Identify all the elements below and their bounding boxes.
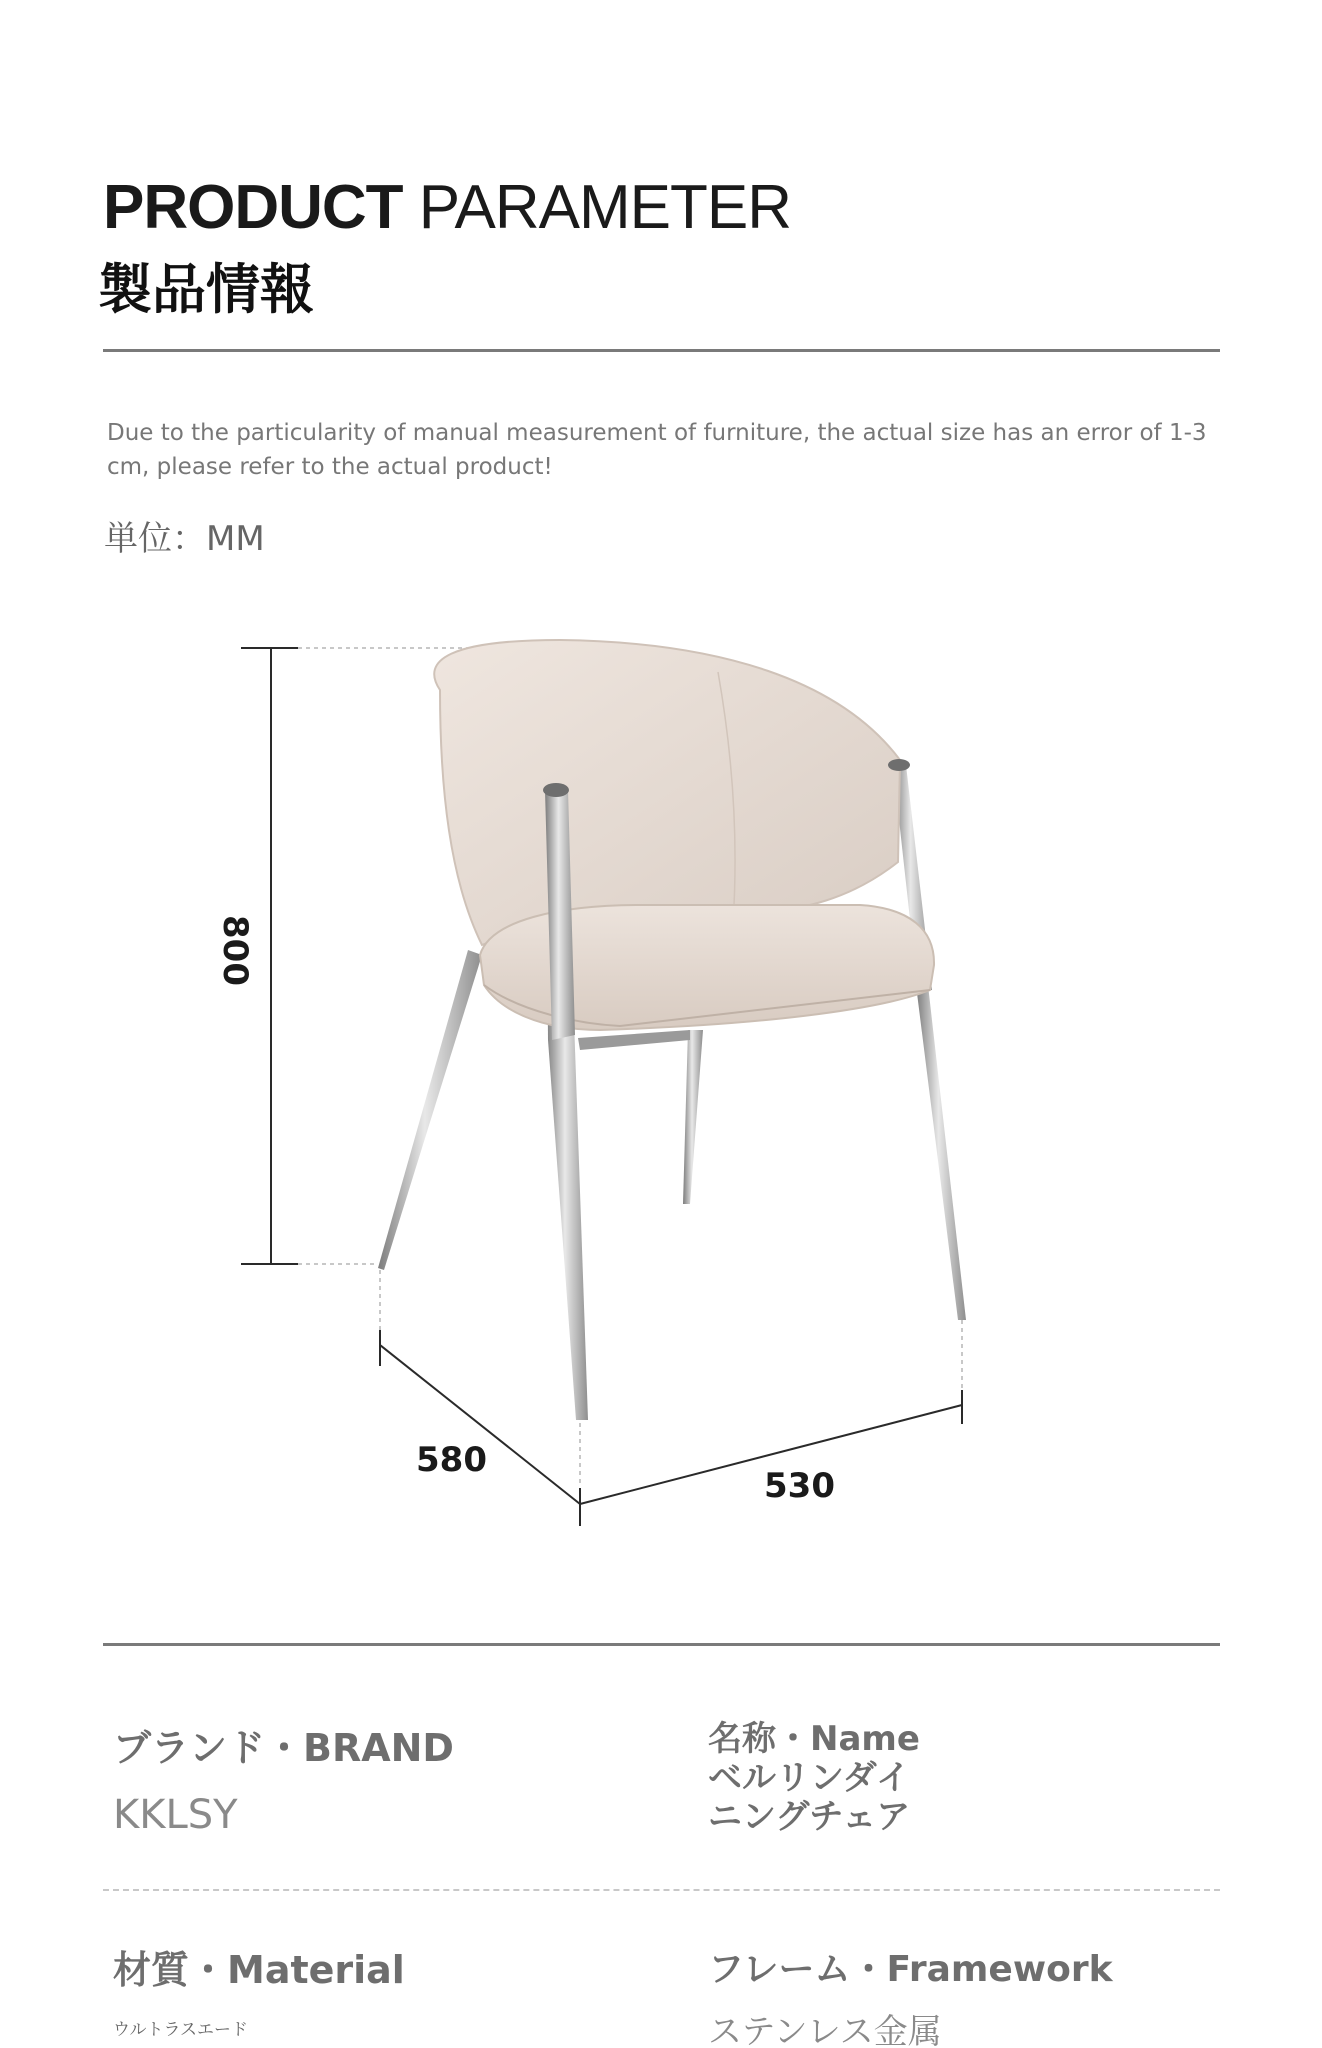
name-label: 名称・Name xyxy=(708,1719,920,1759)
name-value-line2: ニングチェア xyxy=(708,1797,911,1837)
unit-label: 単位：MM xyxy=(104,519,265,559)
name-value-line1: ベルリンダイ xyxy=(708,1758,910,1798)
title-bold: PRODUCT xyxy=(103,173,403,242)
material-label: 材質・Material xyxy=(113,1948,405,1992)
chair-backrest xyxy=(434,640,900,945)
frame-label: フレーム・Framework xyxy=(708,1949,1113,1990)
depth-dimension-line xyxy=(380,1270,580,1526)
height-dimension-label: 800 xyxy=(215,915,255,986)
chair-seat xyxy=(480,905,934,1030)
depth-dimension-label: 580 xyxy=(416,1440,487,1480)
brand-value: KKLSY xyxy=(113,1792,238,1838)
divider-top xyxy=(103,349,1220,352)
page-title xyxy=(103,170,791,246)
frame-value: ステンレス金属 xyxy=(708,2012,942,2048)
divider-specs xyxy=(103,1643,1220,1646)
measurement-notice: Due to the particularity of manual measurement of furniture, the actual size has an error of 1-3 cm, please refer to the actual product! xyxy=(107,420,1207,480)
chair-dimension-figure xyxy=(0,600,1322,1560)
title-light: PARAMETER xyxy=(418,173,792,242)
brand-label: ブランド・BRAND xyxy=(113,1726,454,1770)
product-name-block xyxy=(708,1720,920,1837)
material-value: ウルトラスエード xyxy=(113,2020,248,2040)
page-title-jp: 製品情報 xyxy=(98,258,314,321)
width-dimension-label: 530 xyxy=(764,1466,835,1506)
divider-dashed xyxy=(103,1889,1220,1891)
